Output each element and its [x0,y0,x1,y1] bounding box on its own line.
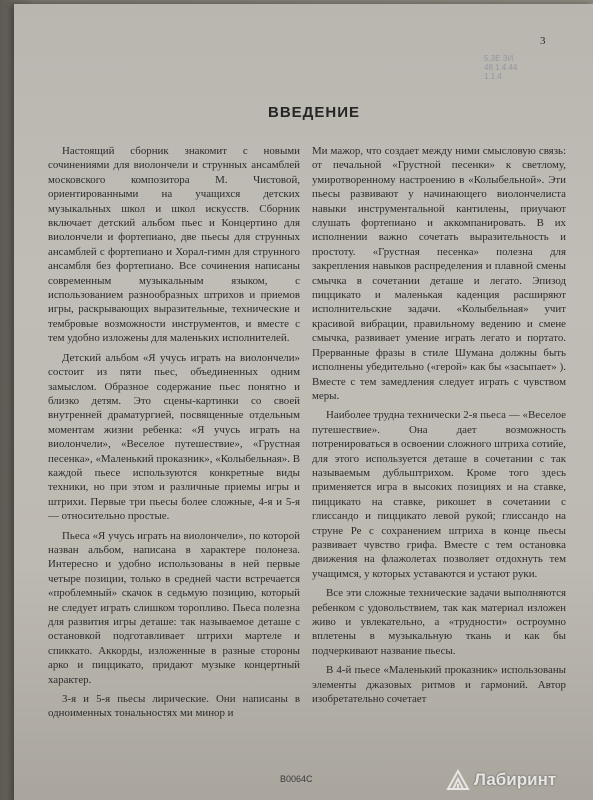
paragraph: Детский альбом «Я учусь играть на виолончели» состоит из пяти пьес, объединенных одним замыслом. Образное содержание пьес понятно и близко детям. Это сцены-картинки со своей внутренней драматургией, посвященные отдельным моментам жизни ребенка: «Я учусь играть на виолончели», «Веселое путешествие», «Грустная песенка», «Маленький проказник», «Колыбельная». В каждой пьесе используются конкретные виды техники, но при этом и различные приемы игры и штрихи. Первые три пьесы более сложные, 4-я и 5-я — относительно простые. [48,351,300,523]
page-number: 3 [540,35,546,47]
stamp-line: 48 1.4.44 [484,63,518,72]
footer-code: В0064С [280,774,313,784]
stamp-line: 1.1.4 [484,72,502,81]
watermark-text: Лабиринт [474,770,557,789]
paragraph: В 4-й пьесе «Маленький проказник» использованы элементы джазовых ритмов и гармоний. Автор изобретательно сочетает [312,664,566,706]
paragraph: Все эти сложные технические задачи выполняются ребенком с удовольствием, так как материал изложен живо и увлекательно, а «трудности» остроумно вплетены в музыкальную ткань и как бы подчеркивают название пьесы. [312,587,566,657]
text-column-right [312,144,566,764]
paragraph: 3-я и 5-я пьесы лирические. Они написаны в одноименных тональностях ми минор и [48,693,300,720]
book-page [14,4,593,800]
library-stamp [484,54,544,81]
stamp-line: 5.3Е ЗИ [484,54,514,63]
watermark [445,768,556,792]
labyrinth-logo-icon [445,768,471,792]
page-title: ВВЕДЕНИЕ [268,104,360,121]
text-column-left [48,144,300,764]
paragraph: Пьеса «Я учусь играть на виолончели», по которой назван альбом, написана в характере полонеза. Интересно и удобно использованы в ней первые четыре позиции, только в средней части встречается «проблемный» скачок в седьмую позицию, который не следует играть слишком торопливо. Пьеса полезна для развития игры деташе: так называемое деташе с остановкой подготавливает штрихи мартеле и спиккато. Аккорды, изложенные в разные стороны арко и пиццикато, придают музыке концертный характер. [48,529,300,686]
paragraph: Настоящий сборник знакомит с новыми сочинениями для виолончели и струнных ансамблей московского композитора М. Чистовой, ориентированными на учащихся детских музыкальных школ и школ искусств. Сборник включает детский альбом пьес и Концертино для виолончели и фортепиано, две пьесы для струнных ансамблей с фортепиано и Хорал-гимн для струнного ансамбля без фортепиано. Все сочинения написаны современным музыкальным языком, с использованием разнообразных штрихов и приемов игры, раскрывающих выразительные, технические и тембровые возможности инструментов, и вместе с тем удобно изложены для маленьких исполнителей. [48,145,300,345]
paragraph: Ми мажор, что создает между ними смысловую связь: от печальной «Грустной песенки» к светлому, умиротворенному настроению в «Колыбельной». Эти пьесы развивают у начинающего виолончелиста навыки инструментальной кантилены, приучают слушать фортепиано и аккомпанировать. В их исполнении важно сочетать выразительность и простоту. «Грустная песенка» полезна для закрепления навыков распределения и плавной смены смычка в сочетании деташе и легато. Эпизод пиццикато и маленькая каденция расширяют исполнительские задачи. «Колыбельная» учит красивой вибрации, правильному ведению и смене смычка, развивает умение играть легато и портато. Прерванные фразы в стиле Шумана должны быть исполнены убедительно («герой» как бы «засыпает» ). Вместе с тем замедления следует играть с чувством меры. [312,145,566,402]
paragraph: Наиболее трудна технически 2-я пьеса — «Веселое путешествие». Она дает возможность потренироваться в освоении сложного штриха сотийе, для этого используется деташе в сочетании с так называемым дубльштрихом. Кроме того здесь применяется игра в высоких позициях и на ставке, пиццикато на ставке, рикошет в сочетании с глиссандо и пиццикато левой рукой; глиссандо на струне Ре с сохранением штриха в конце пьесы развивает чувство грифа. Вместе с тем остановка движения на флажолетах позволяет отдохнуть тем учащимся, у которых уставаются и устают руки. [312,409,566,580]
